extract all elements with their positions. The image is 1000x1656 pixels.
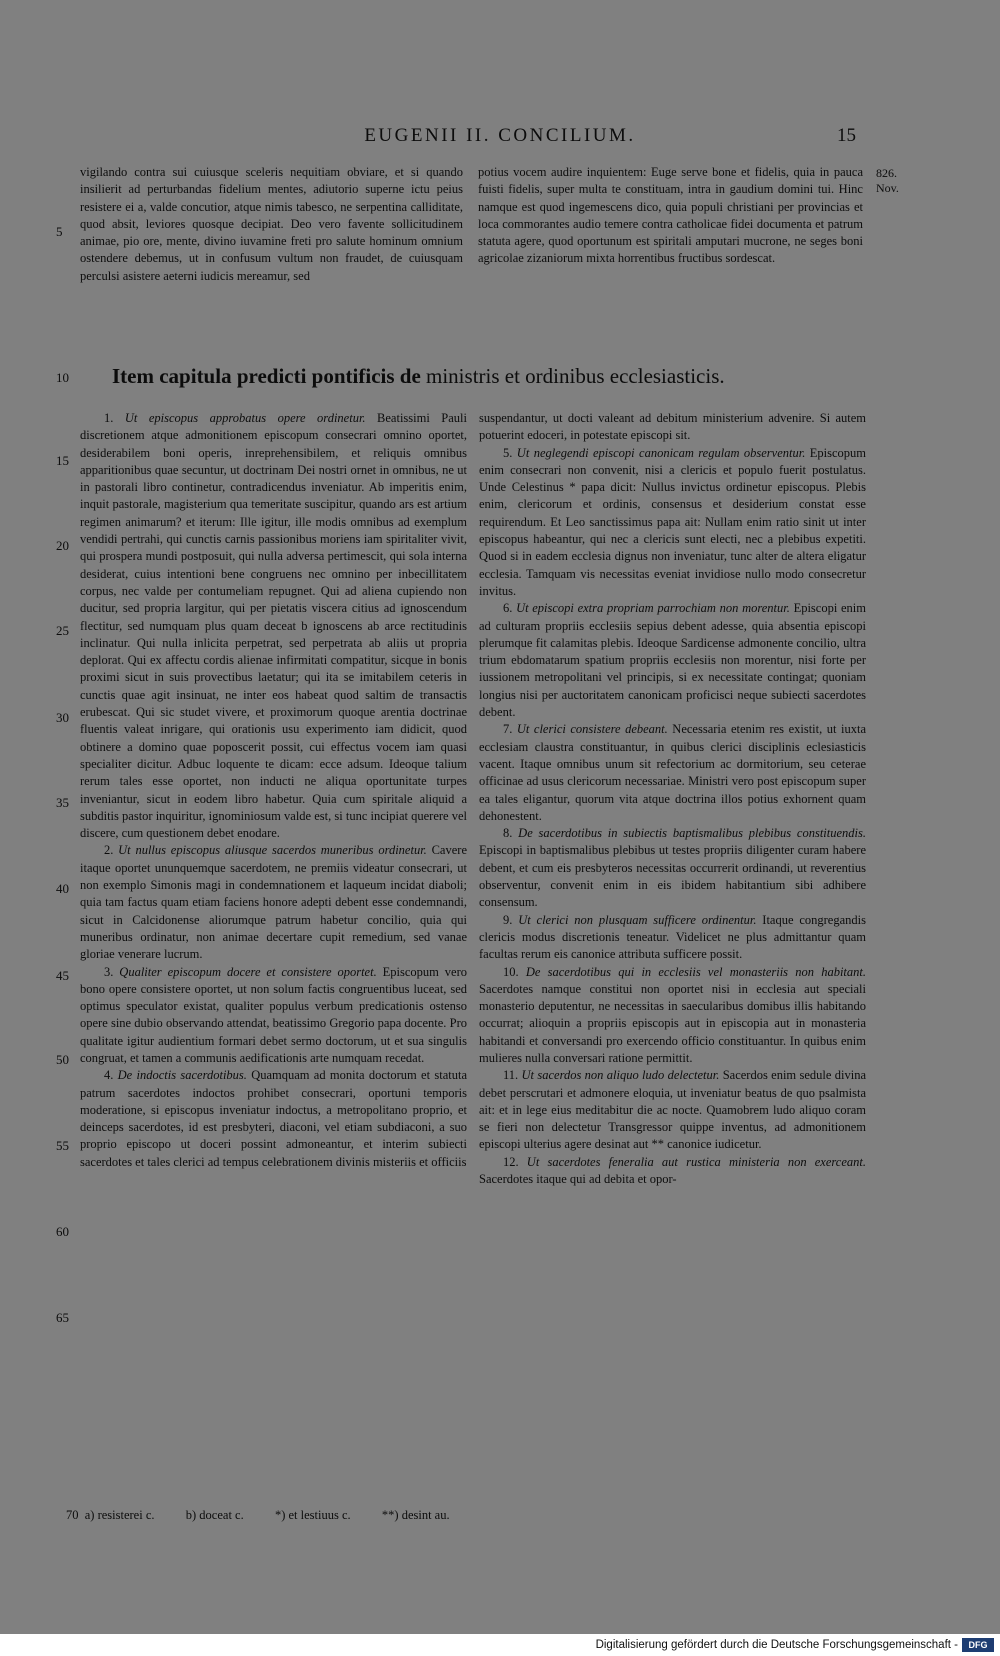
chapter-title: Ut episcopi extra propriam parrochiam non morentur.: [516, 601, 790, 616]
footnotes: [66, 1508, 450, 1523]
chapter-text: Sacerdos enim sedule divina debet perscrutari et admonere eloquia, ut inveniatur beatus de quo psalmista ait: et in lege eius meditabitur die ac nocte. Quamobrem ludo aliquo coram se fieri non delectetur Transgressor quippe inventus, ad admonitionem episcopi ulterius agere desinat aut ** canonice iudicetur.: [479, 1068, 867, 1152]
chapter-2: 2. Ut nullus episcopus aliusque sacerdos muneribus ordinetur. Cavere itaque oportet ununquemque sacerdotem, ne premiis videatur consecrari, ut non exemplo Simonis magi in condemnationem et laqueum incidat diaboli; quia tam factus quam etiam faciens honore adepti debent esse condemnandi, sicut in Calcidonense aliorumque patrum habetur concilio, quia qui muneribus ordinatur, non animae decertare cupit remedium, sed vanae gloriae venerare lucrum.: [80, 843, 467, 962]
page-number: 15: [837, 125, 856, 146]
chapter-4: 4. De indoctis sacerdotibus. Quamquam ad monita doctorum et statuta patrum sacerdotes indoctos prohibet consecrari, oportuni temporis moderatione, si episcopus inveniatur indoctus, a metropolitano proprio, et deinceps sacerdotes, id est presbyteri, diaconi, vel etiam subdiaconi, a suo proprio episcopo ut doceri possint admoneantur, et interim subiecti sacerdotes et tales clerici ad tempus celebrationem divinis misteriis et officiis: [80, 1068, 467, 1169]
chapter-title: Ut nullus episcopus aliusque sacerdos muneribus ordinetur.: [118, 843, 427, 858]
dfg-logo-icon: DFG: [962, 1638, 994, 1652]
chapter-9: 9. Ut clerici non plusquam sufficere ordinentur. Itaque congregandis clericis modus discretionis teneatur. Videlicet ne plus admittantur quam facultas rerum eis canonice attributa sufficere possit.: [479, 912, 866, 962]
line-number: 40: [56, 881, 69, 896]
chapter-6: 6. Ut episcopi extra propriam parrochiam non morentur. Episcopi enim ad culturam propriis ecclesiis sepius debent adesse, quia absentia episcopi plerumque fit calamitas plebis. Ideoque Sardicense admonente concilio, ultra trium ebdomatarum spatium propriis ecclesiis non morentur, nisi forte per iussionem metropolitani vel principis, si ex necessitate contingat; quoniam longius nisi per auctoritatem canonicam proficisci neque subiecti sacerdotes debent.: [479, 601, 866, 720]
line-number: 15: [56, 453, 69, 468]
year-margin: 826.: [876, 166, 897, 180]
chapter-text: Episcopi in baptismalibus plebibus ut testes propriis diligenter curam habere debent, et cum eis presbyteros necessitas occurrerit ordinandi, ut reverentius observentur, convenit enim in eis ibidem habitantium sibi adhibere consensum.: [479, 843, 866, 910]
line-number: 5: [56, 224, 63, 239]
top-left-text: vigilando contra sui cuiusque sceleris nequitiam obviare, et si quando insilierit ad perturbandas fidelium mentes, adiutorio superne ictu peius resistere ei a, valde concutior, atque nimis tabesco, ne serpentina calliditate, quod absit, leviores quosque decipiat. Deo vero favente sollicitudinem animae, pio ore, mente, divino iuvamine freti pro salute hominum omnium ostendere debemus, ut in confusum vultum non fraudet, de cuiusquam perculsi asistere aeterni iudicis mereamur, sed: [80, 165, 463, 283]
chapter-1: 1. Ut episcopus approbatus opere ordinetur. Beatissimi Pauli discretionem atque admonitionem episcopum consecrari omnino oportet, desiderabilem boni operis, inreprehensibilem, et reliquis omnibus apparitionibus quae secuntur, ut doctrinam Dei nostri ornet in omnibus, ne ut in pastorali libro continetur, contradicendus inveniatur. Ab imperitis enim, inquit pastorale, magisterium qua temeritate suscipitur, quando ars est artium regimen animarum? et iterum: Ille igitur, ille modis omnibus ad exemplum vendidi pertrahi, qui cunctis carnis passionibus moriens iam spiritaliter vivit, qui prospera mundi postposuit, qui nulla adversa pertimescit, qui sola interna desiderat, cuius intentioni bene congruens nec omnino per inbecillitatem corpus, nec valde per contumeliam repugnet. Qui ad aliena cupiendo non ducitur, sed propria largitur, qui per pietatis viscera citius ad ignoscendum flectitur, sed numquam plus quam deceat b ignoscens ab arce rectitudinis inclinatur. Qui nulla inlicita perpetrat, sed perpetrata ab aliis ut propria deplorat. Qui ex affectu cordis alienae infirmitati compatitur, sicque in bonis proximi sicut in suis provectibus laetatur; qui ita se imitabilem ceteris in cunctis quae agit insinuat, ne inter eos habeat quod saltim de transactis erubescat. Qui sic studet vivere, et proximorum quoque arentia doctrinae fluentis valeat inrigare, qui orationis usu experimento iam didicit, quod obtinere a domino quae poposcerit possit, cui effectus vocem iam quasi specialiter dicitur. Adbuc loquente te dicam: ecce adsum. Ideoque talium rerum tales esse oportet, non inducti ne aliqua oportunitate turpes inveniantur, sicut in eodem libro habetur. Quia cum spiritale aliquid a subditis pastor inquiritur, ignominiosum valde est, si tunc incipiat querere vel discere, cum questionem debet enodare.: [80, 411, 467, 841]
chapter-8: 8. De sacerdotibus in subiectis baptismalibus plebibus constituendis. Episcopi in baptismalibus plebibus ut testes propriis diligenter curam habere debent, et cum eis presbyteros necessitas occurrerit ordinandi, ut reverentius observentur, convenit enim in eis ibidem habitantium sibi adhibere consensum.: [479, 826, 867, 910]
chapter-title: Ut sacerdos non aliquo ludo delectetur.: [521, 1068, 720, 1083]
line-number: 20: [56, 538, 69, 553]
footnote-double-star: **) desint au.: [381, 1508, 450, 1522]
chapter-title: Ut neglegendi episcopi canonicam regulam observentur.: [516, 445, 806, 460]
chapter-title: Ut clerici consistere debeant.: [516, 722, 668, 737]
right-body-column: [479, 410, 866, 1188]
line-number: 65: [56, 1310, 69, 1325]
chapter-4-continuation: suspendantur, ut docti valeant ad debitum ministerium advenire. Si autem potuerint edoceri, in potestate episcopi sit.: [479, 411, 866, 443]
chapter-text: Sacerdotes itaque qui ad debita et opor-: [479, 1172, 677, 1187]
chapter-3: 3. Qualiter episcopum docere et consistere oportet. Episcopum vero bono opere consistere oportet, ut non solum factis congruentibus luceat, sed optimus speculator existat, qualiter populus verbum predicationis ostenso opere sine dubio observando attendat, beatissimo Gregorio papa docente. Pro qualitate igitur audientium formari debet sermo doctorum, ut et sua singulis congruat, et tamen a communis aedificationis arte numquam recedat.: [80, 964, 468, 1065]
footnote-a: a) resisterei c.: [84, 1508, 155, 1522]
chapter-title: De sacerdotibus qui in ecclesiis vel monasteriis non habitant.: [525, 964, 867, 979]
left-body-column: [80, 410, 467, 1171]
chapter-title: Ut episcopus approbatus opere ordinetur.: [124, 411, 366, 425]
line-number: 25: [56, 623, 69, 638]
chapter-text: Episcopum vero bono opere consistere oportet, ut non solum factis congruentibus luceat, sed optimus speculator existat, qualiter populus verbum predicationis ostenso opere sine dubio observando attendat, beatissimo Gregorio papa docente. Pro qualitate igitur audientium formari debet sermo doctorum, ut et sua singulis congruat, et tamen a communis aedificationis arte numquam recedat.: [80, 964, 468, 1065]
chapter-text: Beatissimi Pauli discretionem atque admonitionem episcopum consecrari omnino oportet, desiderabilem boni operis, inreprehensibilem, et reliquis omnibus apparitionibus quae secuntur, ut doctrinam Dei nostri ornet in omnibus, ne ut in pastorali libro continetur, contradicendus inveniatur. Ab imperitis enim, inquit pastorale, magisterium qua temeritate suscipitur, quando ars est artium regimen animarum? et iterum: Ille igitur, ille modis omnibus ad exemplum vendidi pertrahi, qui cunctis carnis passionibus moriens iam spiritaliter vivit, qui prospera mundi postposuit, qui nulla adversa pertimescit, qui sola interna desiderat, cuius intentioni bene congruens nec omnino per inbecillitatem corpus, nec valde per contumeliam repugnet. Qui ad aliena cupiendo non ducitur, sed propria largitur, qui per pietatis viscera citius ad ignoscendum flectitur, sed numquam plus quam deceat b ignoscens ab arce rectitudinis inclinatur. Qui nulla inlicita perpetrat, sed perpetrata ab aliis ut propria deplorat. Qui ex affectu cordis alienae infirmitati compatitur, sicque in bonis proximi sicut in suis provectibus laetatur; qui ita se imitabilem ceteris in cunctis quae agit insinuat, ne inter eos habeat quod saltim de transactis erubescat. Qui sic studet vivere, et proximorum quoque arentia doctrinae fluentis valeat inrigare, qui orationis usu experimento iam didicit, quod obtinere a domino quae poposcerit possit, cui effectus vocem iam quasi specialiter dicitur. Adbuc loquente te dicam: ecce adsum. Ideoque talium rerum tales esse oportet, non inducti ne aliqua oportunitate turpes inveniantur, sicut in eodem libro habetur. Quia cum spiritale aliquid a subditis pastor inquiritur, ignominiosum valde est, si tunc incipiat querere vel discere, cum questionem debet enodare.: [80, 411, 467, 841]
footnote-b: b) doceat c.: [185, 1508, 244, 1522]
running-header-title: EUGENII II. CONCILIUM.: [364, 125, 636, 146]
heading-part-1: Item capitula predicti pontificis de: [112, 364, 421, 388]
chapter-text: Sacerdotes namque constitui non oportet nisi in ecclesia aut speciali monasterio deputentur, ne necessitas in saecularibus domibus illis habitando occurrat; alioquin a propriis episcopis aut in episcopia aut in monasteria habitandi et conversandi pro exercendo officio constituantur. In quibus enim mulieres nulla conversari ratione permittit.: [479, 981, 866, 1065]
footnote-star: *) et lestiuus c.: [274, 1508, 351, 1522]
line-number: 55: [56, 1138, 69, 1153]
line-number: 30: [56, 710, 69, 725]
heading-part-2: ministris et ordinibus ecclesiasticis.: [426, 364, 725, 388]
chapter-text: Quamquam ad monita doctorum et statuta patrum sacerdotes indoctos prohibet consecrari, oportuni temporis moderatione, si episcopus inveniatur indoctus, a metropolitano proprio, et deinceps sacerdotes, id est presbyteri, diaconi, vel etiam subdiaconi, a suo proprio episcopo ut doceri possint admoneantur, et interim subiecti sacerdotes et tales clerici ad tempus celebrationem divinis misteriis et officiis: [80, 1068, 467, 1169]
chapter-text: Necessaria etenim res existit, ut iuxta ecclesiam claustra constituantur, in quibus clerici disciplinis eclesiasticis vacent. Itaque omnibus unum sit refectorium ac dormitorium, seu ceterae officinae ad usus clericorum necessariae. Ministri vero post episcopum super ea tales eligantur, quorum vita atque doctrina illos potius exhornent quam dehonestent.: [479, 722, 866, 823]
chapter-7: 7. Ut clerici consistere debeant. Necessaria etenim res existit, ut iuxta ecclesiam claustra constituantur, in quibus clerici disciplinis eclesiasticis vacent. Itaque omnibus unum sit refectorium ac dormitorium, seu ceterae officinae ad usus clericorum necessariae. Ministri vero post episcopum super ea tales eligantur, quorum vita atque doctrina illos potius exhornent quam dehonestent.: [479, 722, 866, 823]
line-number: 45: [56, 968, 69, 983]
chapter-11: 11. Ut sacerdos non aliquo ludo delectetur. Sacerdos enim sedule divina debet perscrutari et admonere eloquia, ut inveniatur beatus de quo psalmista ait: et in lege eius meditabitur die ac nocte. Quamobrem ludo aliquo coram se fieri non delectetur Transgressor quippe inventus, ad admonitionem episcopi ulterius agere desinat aut ** canonice iudicetur.: [479, 1068, 867, 1152]
line-number: 50: [56, 1052, 69, 1067]
chapter-title: Ut sacerdotes feneralia aut rustica ministeria non exerceant.: [526, 1154, 866, 1169]
line-number: 35: [56, 795, 69, 810]
line-number: 70: [66, 1508, 79, 1522]
chapter-title: Qualiter episcopum docere et consistere oportet.: [119, 964, 377, 979]
chapter-text: Itaque congregandis clericis modus discretionis teneatur. Videlicet ne plus admittantur quam facultas rerum eis canonice attributa sufficere possit.: [479, 912, 866, 962]
top-right-column: [478, 164, 863, 268]
top-right-text: potius vocem audire inquientem: Euge serve bone et fidelis, quia in pauca fuisti fidelis, super multa te constituam, intra in gaudium domini tui. Hinc namque est quod ingemescens dico, quia populi christiani per provincias et loca commorantes audio temere contra catholicae fidei documenta et patrum statuta agere, quod oportunum est spiritali amputari mucrone, ne seges boni agricolae zizaniorum mixta horrentibus fructibus sordescat.: [478, 165, 863, 266]
chapter-5: 5. Ut neglegendi episcopi canonicam regulam observentur. Episcopum enim consecrari non convenit, nisi a clericis et populo fuerit postulatus. Unde Celestinus * papa dicit: Nullus invictus ordinetur episcopus. Plebis enim, clericorum et ordinis, consensus et desiderium constat esse requirendum. Et Leo sanctissimus papa ait: Nullam enim ratio sinit ut inter episcopus habeantur, qui nec a clericis sunt electi, nec a plebibus expetiti. Quod si in eadem ecclesia dignus non inveniatur, tunc alter de altera eligatur ecclesia. Tamquam vis necessitas eveniat invidiose nullo modo consecretur invitus.: [479, 445, 867, 598]
date-margin-note: [876, 166, 899, 196]
section-heading: [112, 364, 725, 389]
month-margin: Nov.: [876, 181, 899, 195]
chapter-title: De sacerdotibus in subiectis baptismalibus plebibus constituendis.: [518, 826, 867, 841]
line-number: 60: [56, 1224, 69, 1239]
chapter-text: Cavere itaque oportet ununquemque sacerdotem, ne premiis videatur consecrari, ut non exemplo Simonis magi in condemnationem et laqueum incidat diaboli; quia tam factus quam etiam faciens honore adepti debent esse condemnandi, sicut in Calcidonense aliorumque patrum habetur concilio, quia qui muneribus ordinatur, non animae decertare cupit remedium, sed vanae gloriae venerare lucrum.: [80, 843, 467, 962]
chapter-12: 12. Ut sacerdotes feneralia aut rustica ministeria non exerceant. Sacerdotes itaque qui ad debita et opor-: [479, 1154, 866, 1187]
top-left-column: [80, 164, 463, 285]
chapter-title: Ut clerici non plusquam sufficere ordinentur.: [518, 912, 757, 927]
chapter-text: Episcopum enim consecrari non convenit, nisi a clericis et populo fuerit postulatus. Unde Celestinus * papa dicit: Nullus invictus ordinetur episcopus. Plebis enim, clericorum et ordinis, consensus et desiderium constat esse requirendum. Et Leo sanctissimus papa ait: Nullam enim ratio sinit ut inter episcopus habeantur, qui nec a clericis sunt electi, nec a plebibus expetiti. Quod si in eadem ecclesia dignus non inveniatur, tunc alter de altera eligatur ecclesia. Tamquam vis necessitas eveniat invidiose nullo modo consecretur invitus.: [479, 445, 867, 598]
chapter-10: 10. De sacerdotibus qui in ecclesiis vel monasteriis non habitant. Sacerdotes namque constitui non oportet nisi in ecclesia aut speciali monasterio deputentur, ne necessitas in saecularibus domibus illis habitando occurrat; alioquin a propriis episcopis aut in episcopia aut in monasteria habitandi et conversandi pro exercendo officio constituantur. In quibus enim mulieres nulla conversari ratione permittit.: [479, 964, 867, 1065]
chapter-text: Episcopi enim ad culturam propriis ecclesiis sepius debent adesse, quia absentia episcopi plerumque fit calamitas plebis. Ideoque Sardicense admonente concilio, ultra trium ebdomatarum spatium propriis ecclesiis non morentur, nisi forte per iussionem metropolitani vel principis, si ex necessitate contingat; quoniam longius nisi per auctoritatem canonicam proficisci neque subiecti sacerdotes debent.: [479, 601, 866, 720]
chapter-title: De indoctis sacerdotibus.: [117, 1068, 247, 1083]
funding-credit: Digitalisierung gefördert durch die Deutsche Forschungsgemeinschaft -: [595, 1639, 958, 1651]
line-number: 10: [56, 370, 69, 385]
